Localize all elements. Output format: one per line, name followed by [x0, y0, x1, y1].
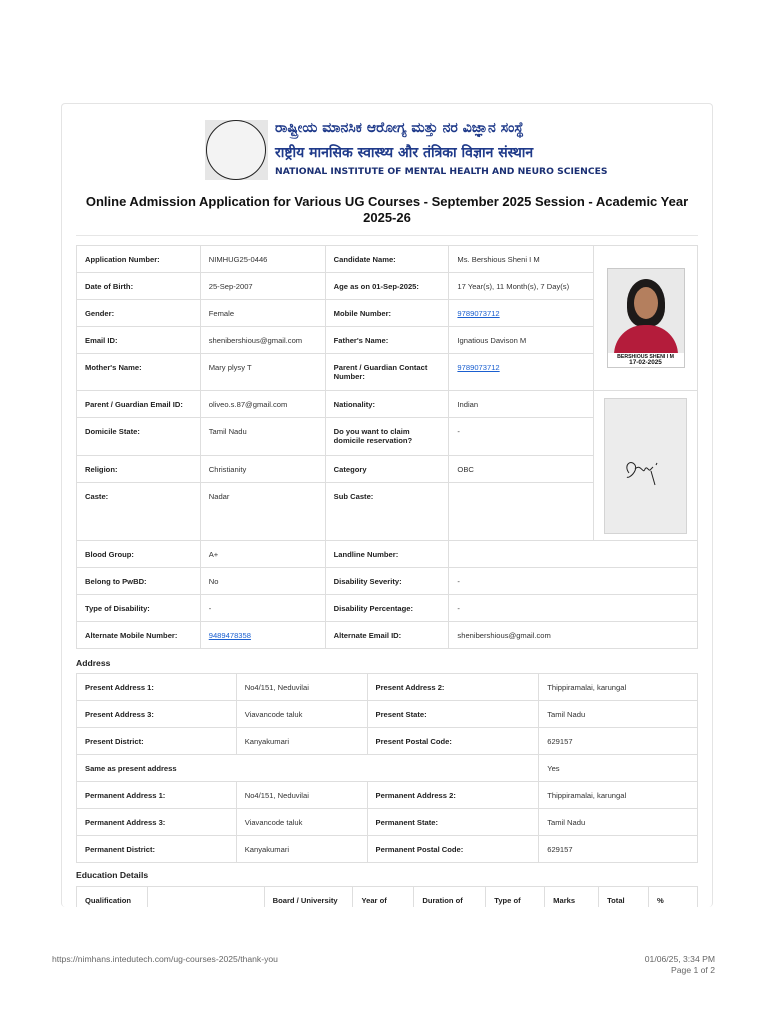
footer-page-number: Page 1 of 2	[671, 965, 715, 975]
dob-value: 25-Sep-2007	[200, 273, 325, 300]
domicile-claim-value: -	[449, 418, 594, 456]
domicile-claim-label: Do you want to claim domicile reservation?	[325, 418, 449, 456]
disability-percentage-label: Disability Percentage:	[325, 595, 449, 622]
edu-header-qualification: Qualification	[77, 887, 148, 908]
disability-severity-label: Disability Severity:	[325, 568, 449, 595]
age-label: Age as on 01-Sep-2025:	[325, 273, 449, 300]
religion-value: Christianity	[200, 456, 325, 483]
nationality-label: Nationality:	[325, 391, 449, 418]
present-address-1-label: Present Address 1:	[77, 674, 237, 701]
permanent-address-1-value: No4/151, Neduvilai	[236, 782, 367, 809]
nationality-value: Indian	[449, 391, 594, 418]
present-postal-label: Present Postal Code:	[367, 728, 539, 755]
guardian-contact-label: Parent / Guardian Contact Number:	[325, 354, 449, 391]
permanent-district-label: Permanent District:	[77, 836, 237, 863]
alt-mobile-link[interactable]: 9489478358	[208, 631, 251, 640]
email-label: Email ID:	[77, 327, 201, 354]
edu-header-board: Board / University	[264, 887, 353, 908]
father-value: Ignatious Davison M	[449, 327, 594, 354]
same-address-label: Same as present address	[77, 755, 539, 782]
application-number-label: Application Number:	[77, 246, 201, 273]
guardian-contact-link[interactable]: 9789073712	[457, 363, 500, 372]
edu-header-type: Type of	[486, 887, 545, 908]
category-value: OBC	[449, 456, 594, 483]
logo-emblem-icon	[206, 120, 266, 180]
present-address-2-label: Present Address 2:	[367, 674, 539, 701]
sub-caste-label: Sub Caste:	[325, 483, 449, 541]
present-state-value: Tamil Nadu	[539, 701, 698, 728]
mother-value: Mary plysy T	[200, 354, 325, 391]
present-district-value: Kanyakumari	[236, 728, 367, 755]
application-number-value: NIMHUG25-0446	[200, 246, 325, 273]
gender-label: Gender:	[77, 300, 201, 327]
edu-header-percent: %	[649, 887, 698, 908]
permanent-address-3-label: Permanent Address 3:	[77, 809, 237, 836]
alt-email-value: shenibershious@gmail.com	[449, 622, 698, 649]
applicant-details-table	[76, 245, 698, 649]
photo-caption-name: BERSHIOUS SHENI I M	[617, 354, 674, 360]
guardian-email-label: Parent / Guardian Email ID:	[77, 391, 201, 418]
institute-name-english: NATIONAL INSTITUTE OF MENTAL HEALTH AND NEURO SCIENCES	[275, 166, 608, 177]
education-section-title: Education Details	[76, 870, 149, 880]
photo-caption-date: 17-02-2025	[629, 359, 662, 366]
education-table	[76, 886, 698, 907]
age-value: 17 Year(s), 11 Month(s), 7 Day(s)	[449, 273, 594, 300]
permanent-address-1-label: Permanent Address 1:	[77, 782, 237, 809]
email-value: shenibershious@gmail.com	[200, 327, 325, 354]
permanent-address-3-value: Viavancode taluk	[236, 809, 367, 836]
domicile-label: Domicile State:	[77, 418, 201, 456]
caste-value: Nadar	[200, 483, 325, 541]
edu-header-year: Year of	[353, 887, 414, 908]
mobile-label: Mobile Number:	[325, 300, 449, 327]
permanent-address-2-label: Permanent Address 2:	[367, 782, 539, 809]
present-address-3-label: Present Address 3:	[77, 701, 237, 728]
footer-url: https://nimhans.intedutech.com/ug-courses-2025/thank-you	[52, 954, 278, 964]
pwbd-value: No	[200, 568, 325, 595]
permanent-state-label: Permanent State:	[367, 809, 539, 836]
landline-label: Landline Number:	[325, 541, 449, 568]
present-district-label: Present District:	[77, 728, 237, 755]
guardian-email-value: oliveo.s.87@gmail.com	[200, 391, 325, 418]
permanent-address-2-value: Thippiramalai, karungal	[539, 782, 698, 809]
disability-percentage-value: -	[449, 595, 698, 622]
present-address-3-value: Viavancode taluk	[236, 701, 367, 728]
edu-header-total: Total	[599, 887, 649, 908]
candidate-photo	[607, 268, 685, 368]
institute-header	[205, 120, 608, 182]
blood-group-value: A+	[200, 541, 325, 568]
mobile-link[interactable]: 9789073712	[457, 309, 500, 318]
religion-label: Religion:	[77, 456, 201, 483]
present-state-label: Present State:	[367, 701, 539, 728]
present-address-2-value: Thippiramalai, karungal	[539, 674, 698, 701]
disability-severity-value: -	[449, 568, 698, 595]
institute-name-kannada: ರಾಷ್ಟ್ರೀಯ ಮಾನಸಿಕ ಆರೋಗ್ಯ ಮತ್ತು ನರ ವಿಜ್ಞಾನ ಸಂಸ್ಥೆ	[275, 120, 524, 136]
pwbd-label: Belong to PwBD:	[77, 568, 201, 595]
candidate-name-value: Ms. Bershious Sheni I M	[449, 246, 594, 273]
signature-scribble-icon	[605, 399, 686, 533]
permanent-district-value: Kanyakumari	[236, 836, 367, 863]
same-address-value: Yes	[539, 755, 698, 782]
sub-caste-value	[449, 483, 594, 541]
signature-cell	[594, 391, 698, 541]
address-table	[76, 673, 698, 863]
dob-label: Date of Birth:	[77, 273, 201, 300]
footer-datetime: 01/06/25, 3:34 PM	[644, 954, 715, 964]
candidate-name-label: Candidate Name:	[325, 246, 449, 273]
edu-header-marks: Marks	[545, 887, 599, 908]
disability-type-value: -	[200, 595, 325, 622]
present-address-1-value: No4/151, Neduvilai	[236, 674, 367, 701]
father-label: Father's Name:	[325, 327, 449, 354]
alt-mobile-label: Alternate Mobile Number:	[77, 622, 201, 649]
domicile-value: Tamil Nadu	[200, 418, 325, 456]
title-divider	[76, 235, 698, 236]
blood-group-label: Blood Group:	[77, 541, 201, 568]
permanent-postal-label: Permanent Postal Code:	[367, 836, 539, 863]
disability-type-label: Type of Disability:	[77, 595, 201, 622]
edu-header-blank	[147, 887, 264, 908]
gender-value: Female	[200, 300, 325, 327]
page-title: Online Admission Application for Various UG Courses - September 2025 Session - Academic Year 2025-26	[85, 194, 689, 225]
candidate-signature	[604, 398, 687, 534]
landline-value	[449, 541, 698, 568]
institute-name-hindi: राष्ट्रीय मानसिक स्वास्थ्य और तंत्रिका विज्ञान संस्थान	[275, 145, 534, 161]
edu-header-duration: Duration of	[414, 887, 486, 908]
present-postal-value: 629157	[539, 728, 698, 755]
permanent-postal-value: 629157	[539, 836, 698, 863]
photo-cell	[594, 246, 698, 391]
alt-email-label: Alternate Email ID:	[325, 622, 449, 649]
permanent-state-value: Tamil Nadu	[539, 809, 698, 836]
mother-label: Mother's Name:	[77, 354, 201, 391]
caste-label: Caste:	[77, 483, 201, 541]
category-label: Category	[325, 456, 449, 483]
application-card	[61, 103, 713, 907]
address-section-title: Address	[76, 658, 111, 668]
institute-logo	[205, 120, 268, 180]
